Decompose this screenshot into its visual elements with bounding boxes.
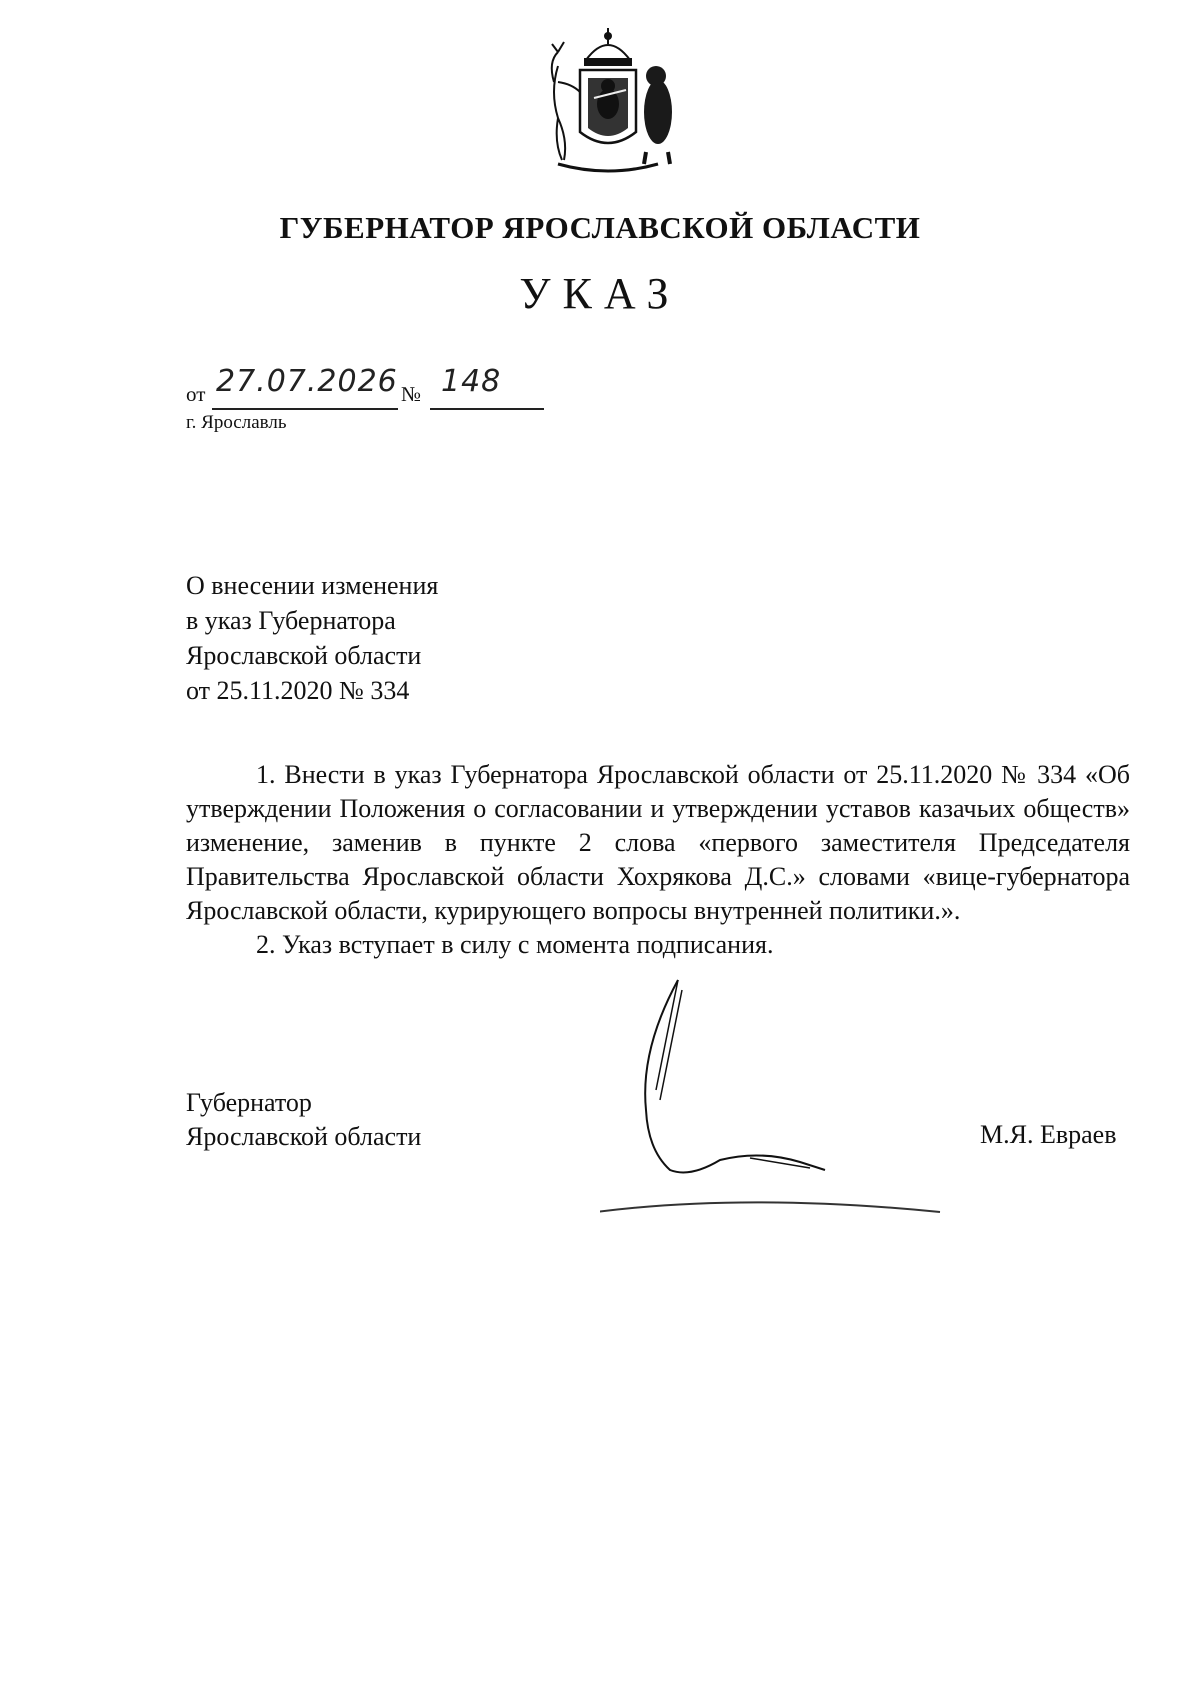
city-of-issue: г. Ярославль	[186, 412, 287, 433]
decree-body	[186, 758, 1130, 962]
handwritten-number: 148	[441, 364, 502, 399]
date-number-line	[186, 364, 546, 408]
handwritten-date: 27.07.2026	[216, 364, 398, 399]
body-paragraph-1: 1. Внести в указ Губернатора Ярославской области от 25.11.2020 № 334 «Об утверждении Положения о согласовании и утверждении уставов казачьих обществ» изменение, заменив в пункте 2 слова «первого заместителя Председателя Правительства Ярославской области Хохрякова Д.С.» словами «вице-губернатора Ярославской области, курирующего вопросы внутренней политики.».	[186, 760, 1130, 925]
handwritten-signature	[600, 970, 1040, 1230]
signatory-title	[186, 1086, 421, 1154]
date-prefix: от	[186, 382, 206, 406]
subject-line: О внесении изменения	[186, 571, 439, 600]
subject-line: от 25.11.2020 № 334	[186, 676, 410, 705]
decree-subject	[186, 568, 586, 708]
coat-of-arms-icon	[528, 22, 688, 182]
number-prefix: №	[401, 382, 422, 406]
signatory-name: М.Я. Евраев	[980, 1120, 1117, 1149]
body-paragraph-2: 2. Указ вступает в силу с момента подписания.	[256, 930, 774, 959]
date-underline	[212, 408, 398, 410]
signatory-title-line-1: Губернатор	[186, 1088, 312, 1117]
document-type: УКАЗ	[519, 269, 681, 318]
issuing-authority: ГУБЕРНАТОР ЯРОСЛАВСКОЙ ОБЛАСТИ	[279, 210, 921, 245]
subject-line: в указ Губернатора	[186, 606, 396, 635]
number-underline	[430, 408, 544, 410]
signatory-title-line-2: Ярославской области	[186, 1122, 422, 1151]
subject-line: Ярославской области	[186, 641, 422, 670]
